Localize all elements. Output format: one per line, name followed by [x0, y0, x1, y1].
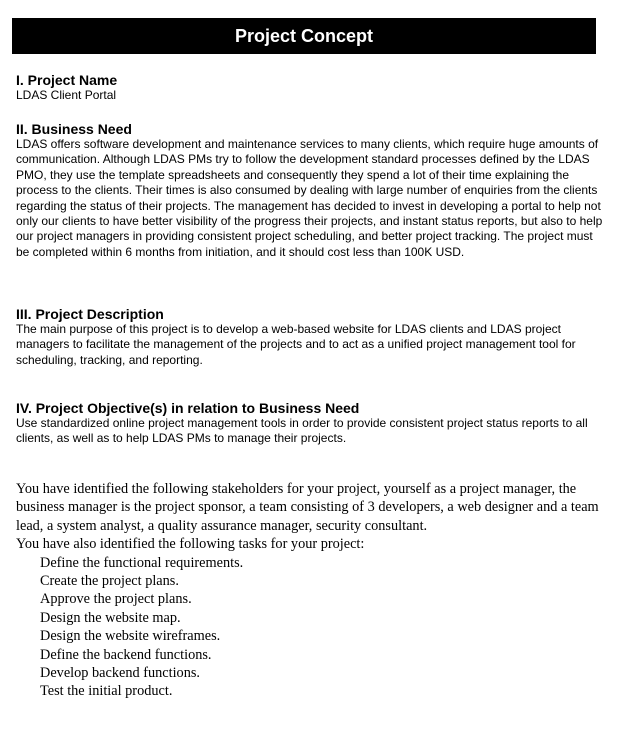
task-item: Design the website map. — [40, 609, 181, 626]
section-body: Use standardized online project management tools in order to provide consistent project status reports to all clients, as well as to help LDAS PMs to manage their projects. — [16, 416, 588, 446]
page-title: Project Concept — [12, 18, 596, 54]
section-body: The main purpose of this project is to develop a web-based website for LDAS clients and LDAS project managers to facilitate the management of the projects and to act as a unified project management tool for scheduling, tracking, and reporting. — [16, 322, 576, 367]
section-heading: IV. Project Objective(s) in relation to Business Need — [16, 400, 360, 416]
stakeholders-paragraph: You have identified the following stakeholders for your project, yourself as a project manager, the business manager is the project sponsor, a team consisting of 3 developers, a web designer and a team lead, a system analyst, a quality assurance manager, security consultant. — [16, 481, 599, 534]
section-body: LDAS Client Portal — [16, 88, 117, 102]
section-heading: III. Project Description — [16, 306, 164, 322]
task-item: Test the initial product. — [40, 683, 173, 700]
section-business-need — [16, 122, 606, 260]
section-project-name — [16, 73, 606, 103]
task-item: Create the project plans. — [40, 573, 179, 590]
task-item: Define the functional requirements. — [40, 554, 244, 571]
section-project-objectives — [16, 401, 606, 447]
section-heading: I. Project Name — [16, 72, 118, 88]
task-item: Define the backend functions. — [40, 646, 212, 663]
section-body: LDAS offers software development and maintenance services to many clients, which require huge amounts of communication. Although LDAS PMs try to follow the development standard processes defined by the LDAS PMO, they use the template spreadsheets and consequently they spend a lot of their time explaining the process to the clients. Their times is also consumed by dealing with large number of enquiries from the clients regarding the status of their projects. The management has decided to invest in developing a portal to help not only our clients to have better visibility of the progress their projects, and instant status reports, but also to help our project managers in providing consistent project scheduling, and better project tracking. The project must be completed within 6 months from initiation, and it should cost less than 100K USD. — [16, 137, 603, 259]
tasks-intro: You have also identified the following tasks for your project: — [16, 536, 365, 553]
section-heading: II. Business Need — [16, 121, 132, 137]
section-project-description — [16, 307, 606, 368]
assignment-instructions — [16, 480, 606, 701]
task-list — [16, 554, 606, 701]
task-item: Develop backend functions. — [40, 665, 200, 682]
task-item: Design the website wireframes. — [40, 628, 221, 645]
task-item: Approve the project plans. — [40, 591, 192, 608]
